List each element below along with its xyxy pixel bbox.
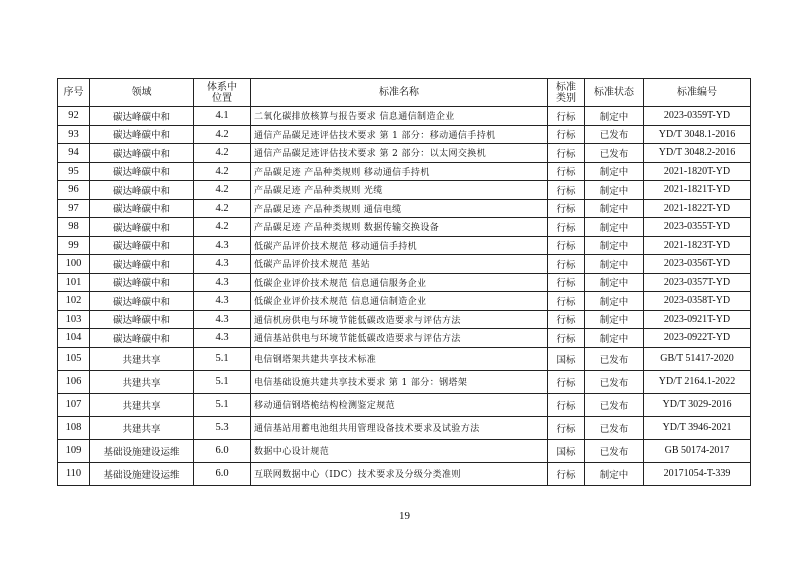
cell-name: 通信基站用蓄电池组共用管理设备技术要求及试验方法 bbox=[251, 416, 548, 439]
cell-domain: 碳达峰碳中和 bbox=[90, 273, 194, 292]
cell-seq: 101 bbox=[58, 273, 90, 292]
cell-name: 数据中心设计规范 bbox=[251, 439, 548, 462]
cell-domain: 碳达峰碳中和 bbox=[90, 292, 194, 311]
cell-code: 2021-1820T-YD bbox=[644, 162, 751, 181]
table-row bbox=[58, 347, 751, 370]
standards-table bbox=[57, 78, 751, 486]
cell-name: 电信钢塔架共建共享技术标准 bbox=[251, 347, 548, 370]
table-row bbox=[58, 416, 751, 439]
cell-name: 通信产品碳足迹评估技术要求 第 1 部分：移动通信手持机 bbox=[251, 125, 548, 144]
cell-position: 6.0 bbox=[194, 462, 251, 485]
cell-code: 2021-1821T-YD bbox=[644, 181, 751, 200]
cell-status: 已发布 bbox=[585, 393, 644, 416]
cell-code: YD/T 3048.1-2016 bbox=[644, 125, 751, 144]
cell-position: 5.1 bbox=[194, 393, 251, 416]
cell-domain: 基础设施建设运维 bbox=[90, 462, 194, 485]
cell-seq: 107 bbox=[58, 393, 90, 416]
cell-category: 行标 bbox=[548, 255, 585, 274]
header-category-line1: 标准 bbox=[556, 81, 576, 93]
cell-code: 2023-0355T-YD bbox=[644, 218, 751, 237]
cell-category: 行标 bbox=[548, 199, 585, 218]
cell-status: 已发布 bbox=[585, 347, 644, 370]
cell-code: 2023-0356T-YD bbox=[644, 255, 751, 274]
cell-name: 电信基础设施共建共享技术要求 第 1 部分：钢塔架 bbox=[251, 370, 548, 393]
cell-category: 行标 bbox=[548, 329, 585, 348]
cell-status: 制定中 bbox=[585, 236, 644, 255]
cell-domain: 碳达峰碳中和 bbox=[90, 144, 194, 163]
cell-name: 低碳产品评价技术规范 基站 bbox=[251, 255, 548, 274]
table-body bbox=[58, 107, 751, 486]
table-row bbox=[58, 462, 751, 485]
cell-code: YD/T 3029-2016 bbox=[644, 393, 751, 416]
cell-name: 低碳产品评价技术规范 移动通信手持机 bbox=[251, 236, 548, 255]
header-category bbox=[548, 79, 585, 107]
page-number: 19 bbox=[399, 510, 410, 522]
cell-seq: 106 bbox=[58, 370, 90, 393]
cell-category: 行标 bbox=[548, 218, 585, 237]
cell-status: 制定中 bbox=[585, 273, 644, 292]
cell-domain: 共建共享 bbox=[90, 416, 194, 439]
cell-domain: 碳达峰碳中和 bbox=[90, 162, 194, 181]
cell-position: 6.0 bbox=[194, 439, 251, 462]
cell-position: 4.3 bbox=[194, 255, 251, 274]
cell-seq: 92 bbox=[58, 107, 90, 126]
cell-position: 4.3 bbox=[194, 273, 251, 292]
cell-position: 4.2 bbox=[194, 199, 251, 218]
cell-status: 制定中 bbox=[585, 329, 644, 348]
header-code: 标准编号 bbox=[644, 79, 751, 107]
table-row bbox=[58, 310, 751, 329]
cell-status: 制定中 bbox=[585, 181, 644, 200]
cell-seq: 108 bbox=[58, 416, 90, 439]
cell-seq: 97 bbox=[58, 199, 90, 218]
cell-domain: 碳达峰碳中和 bbox=[90, 125, 194, 144]
cell-status: 制定中 bbox=[585, 255, 644, 274]
cell-category: 行标 bbox=[548, 181, 585, 200]
cell-code: GB 50174-2017 bbox=[644, 439, 751, 462]
cell-code: 20171054-T-339 bbox=[644, 462, 751, 485]
cell-code: 2023-0921T-YD bbox=[644, 310, 751, 329]
cell-status: 制定中 bbox=[585, 107, 644, 126]
cell-seq: 95 bbox=[58, 162, 90, 181]
cell-category: 行标 bbox=[548, 462, 585, 485]
cell-name: 移动通信钢塔桅结构检测鉴定规范 bbox=[251, 393, 548, 416]
table-row bbox=[58, 255, 751, 274]
cell-status: 已发布 bbox=[585, 370, 644, 393]
cell-position: 4.3 bbox=[194, 310, 251, 329]
cell-status: 已发布 bbox=[585, 416, 644, 439]
cell-status: 已发布 bbox=[585, 125, 644, 144]
cell-name: 产品碳足迹 产品种类规则 光缆 bbox=[251, 181, 548, 200]
cell-seq: 103 bbox=[58, 310, 90, 329]
cell-seq: 109 bbox=[58, 439, 90, 462]
header-position-line2: 位置 bbox=[212, 92, 232, 104]
cell-seq: 99 bbox=[58, 236, 90, 255]
cell-name: 产品碳足迹 产品种类规则 通信电缆 bbox=[251, 199, 548, 218]
cell-category: 行标 bbox=[548, 370, 585, 393]
cell-status: 制定中 bbox=[585, 292, 644, 311]
table-row bbox=[58, 236, 751, 255]
cell-position: 4.3 bbox=[194, 292, 251, 311]
table-header-row bbox=[58, 79, 751, 107]
cell-position: 4.1 bbox=[194, 107, 251, 126]
table-row bbox=[58, 181, 751, 200]
table-row bbox=[58, 273, 751, 292]
cell-category: 行标 bbox=[548, 107, 585, 126]
cell-name: 低碳企业评价技术规范 信息通信服务企业 bbox=[251, 273, 548, 292]
cell-code: 2023-0922T-YD bbox=[644, 329, 751, 348]
cell-status: 制定中 bbox=[585, 310, 644, 329]
cell-code: YD/T 2164.1-2022 bbox=[644, 370, 751, 393]
cell-category: 行标 bbox=[548, 292, 585, 311]
cell-seq: 105 bbox=[58, 347, 90, 370]
cell-category: 行标 bbox=[548, 416, 585, 439]
cell-name: 低碳企业评价技术规范 信息通信制造企业 bbox=[251, 292, 548, 311]
cell-category: 国标 bbox=[548, 347, 585, 370]
cell-seq: 93 bbox=[58, 125, 90, 144]
table-row bbox=[58, 162, 751, 181]
cell-position: 4.2 bbox=[194, 218, 251, 237]
table-row bbox=[58, 393, 751, 416]
cell-domain: 碳达峰碳中和 bbox=[90, 199, 194, 218]
cell-position: 4.2 bbox=[194, 125, 251, 144]
cell-position: 4.3 bbox=[194, 236, 251, 255]
cell-domain: 碳达峰碳中和 bbox=[90, 329, 194, 348]
cell-domain: 碳达峰碳中和 bbox=[90, 107, 194, 126]
cell-status: 已发布 bbox=[585, 144, 644, 163]
cell-domain: 共建共享 bbox=[90, 393, 194, 416]
cell-domain: 碳达峰碳中和 bbox=[90, 255, 194, 274]
cell-code: 2021-1822T-YD bbox=[644, 199, 751, 218]
cell-domain: 碳达峰碳中和 bbox=[90, 218, 194, 237]
cell-status: 制定中 bbox=[585, 462, 644, 485]
cell-name: 通信机房供电与环境节能低碳改造要求与评估方法 bbox=[251, 310, 548, 329]
cell-seq: 104 bbox=[58, 329, 90, 348]
cell-seq: 96 bbox=[58, 181, 90, 200]
header-domain: 领域 bbox=[90, 79, 194, 107]
table-row bbox=[58, 329, 751, 348]
table-row bbox=[58, 439, 751, 462]
header-name: 标准名称 bbox=[251, 79, 548, 107]
table-row bbox=[58, 292, 751, 311]
cell-domain: 基础设施建设运维 bbox=[90, 439, 194, 462]
cell-category: 行标 bbox=[548, 236, 585, 255]
cell-category: 行标 bbox=[548, 162, 585, 181]
cell-domain: 碳达峰碳中和 bbox=[90, 236, 194, 255]
cell-position: 4.2 bbox=[194, 181, 251, 200]
cell-seq: 100 bbox=[58, 255, 90, 274]
cell-category: 行标 bbox=[548, 310, 585, 329]
cell-position: 4.3 bbox=[194, 329, 251, 348]
table-row bbox=[58, 370, 751, 393]
cell-code: YD/T 3946-2021 bbox=[644, 416, 751, 439]
cell-code: 2023-0359T-YD bbox=[644, 107, 751, 126]
cell-status: 制定中 bbox=[585, 218, 644, 237]
cell-position: 4.2 bbox=[194, 144, 251, 163]
cell-status: 制定中 bbox=[585, 199, 644, 218]
cell-category: 行标 bbox=[548, 144, 585, 163]
cell-domain: 碳达峰碳中和 bbox=[90, 310, 194, 329]
cell-code: GB/T 51417-2020 bbox=[644, 347, 751, 370]
table-row bbox=[58, 107, 751, 126]
cell-seq: 110 bbox=[58, 462, 90, 485]
cell-category: 国标 bbox=[548, 439, 585, 462]
cell-seq: 98 bbox=[58, 218, 90, 237]
cell-name: 产品碳足迹 产品种类规则 数据传输交换设备 bbox=[251, 218, 548, 237]
table-row bbox=[58, 199, 751, 218]
cell-category: 行标 bbox=[548, 273, 585, 292]
cell-code: 2023-0357T-YD bbox=[644, 273, 751, 292]
cell-status: 已发布 bbox=[585, 439, 644, 462]
cell-category: 行标 bbox=[548, 125, 585, 144]
table-row bbox=[58, 144, 751, 163]
header-category-line2: 类别 bbox=[556, 92, 576, 104]
cell-name: 互联网数据中心（IDC）技术要求及分级分类准则 bbox=[251, 462, 548, 485]
cell-name: 二氧化碳排放核算与报告要求 信息通信制造企业 bbox=[251, 107, 548, 126]
cell-code: 2023-0358T-YD bbox=[644, 292, 751, 311]
cell-code: 2021-1823T-YD bbox=[644, 236, 751, 255]
header-seq: 序号 bbox=[58, 79, 90, 107]
cell-seq: 94 bbox=[58, 144, 90, 163]
header-position-line1: 体系中 bbox=[207, 81, 237, 93]
cell-seq: 102 bbox=[58, 292, 90, 311]
cell-code: YD/T 3048.2-2016 bbox=[644, 144, 751, 163]
cell-category: 行标 bbox=[548, 393, 585, 416]
table-row bbox=[58, 218, 751, 237]
header-status: 标准状态 bbox=[585, 79, 644, 107]
cell-status: 制定中 bbox=[585, 162, 644, 181]
cell-position: 5.1 bbox=[194, 347, 251, 370]
cell-name: 通信基站供电与环境节能低碳改造要求与评估方法 bbox=[251, 329, 548, 348]
cell-domain: 共建共享 bbox=[90, 347, 194, 370]
table-row bbox=[58, 125, 751, 144]
cell-domain: 共建共享 bbox=[90, 370, 194, 393]
cell-position: 5.1 bbox=[194, 370, 251, 393]
cell-position: 4.2 bbox=[194, 162, 251, 181]
cell-domain: 碳达峰碳中和 bbox=[90, 181, 194, 200]
cell-name: 通信产品碳足迹评估技术要求 第 2 部分：以太网交换机 bbox=[251, 144, 548, 163]
header-position bbox=[194, 79, 251, 107]
cell-position: 5.3 bbox=[194, 416, 251, 439]
cell-name: 产品碳足迹 产品种类规则 移动通信手持机 bbox=[251, 162, 548, 181]
